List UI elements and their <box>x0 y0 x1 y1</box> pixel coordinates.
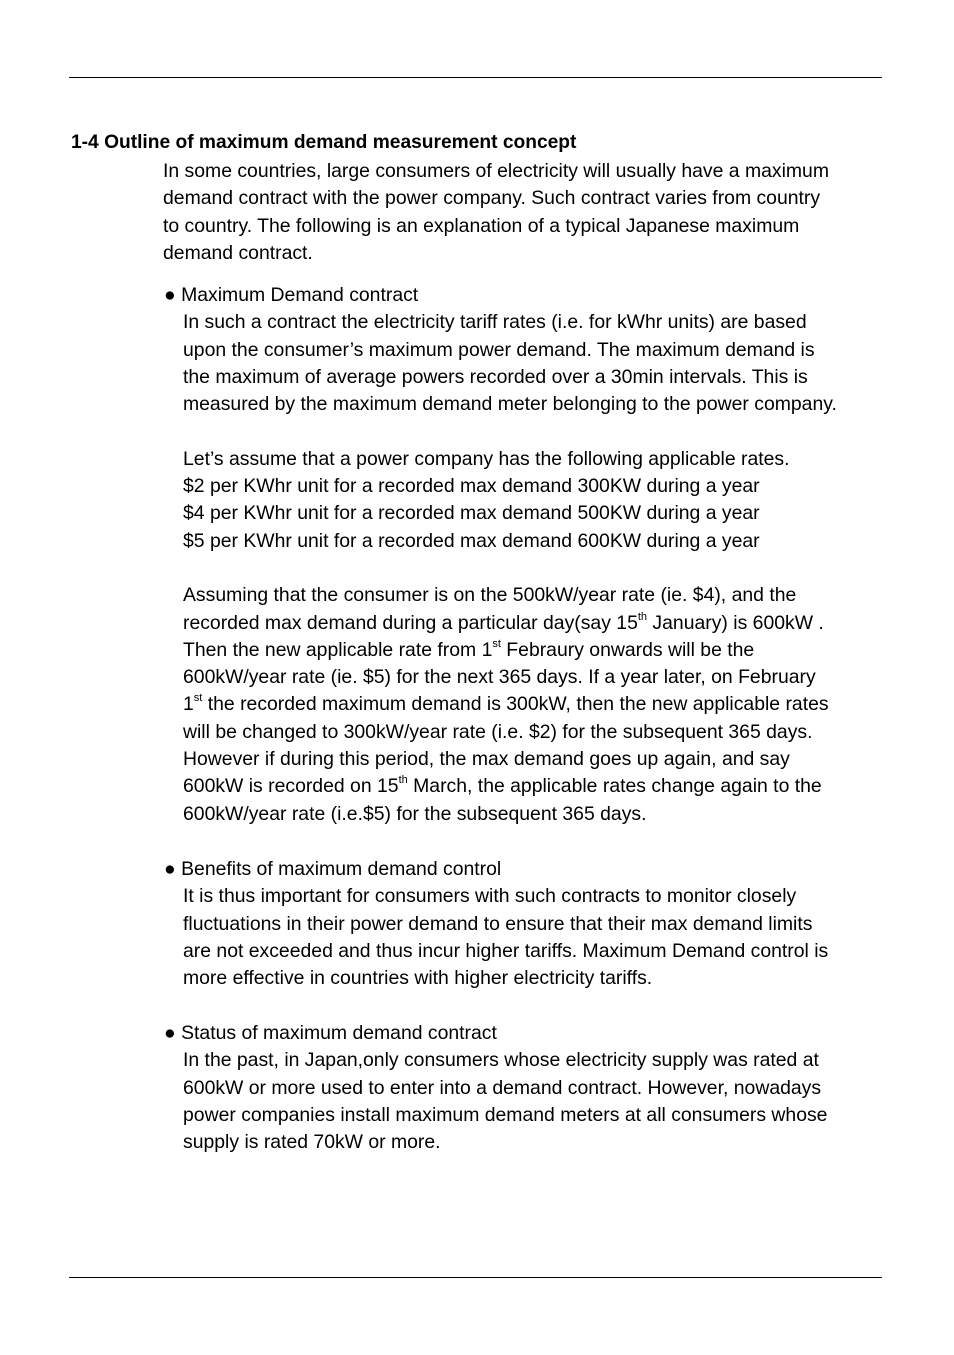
example-text: the recorded maximum demand is 300kW, then the new applicable rates <box>202 693 829 716</box>
example-text: recorded max demand during a particular day(say 15 <box>183 611 638 634</box>
benefits-line: fluctuations in their power demand to ensure that their max demand limits <box>183 912 813 935</box>
footer-rule <box>69 1277 882 1278</box>
contract-section <box>164 282 904 828</box>
ordinal-suffix: st <box>193 692 203 705</box>
contract-body <box>183 309 904 828</box>
benefits-title: Benefits of maximum demand control <box>181 858 502 880</box>
status-line: In the past, in Japan,only consumers whose electricity supply was rated at <box>183 1049 819 1072</box>
status-body <box>183 1047 904 1156</box>
bullet-icon: ● <box>164 284 176 306</box>
intro-line: demand contract. <box>163 241 313 264</box>
example-line <box>183 773 904 800</box>
rates-line: $4 per KWhr unit for a recorded max demand 500KW during a year <box>183 502 760 525</box>
example-text: January) is 600kW . <box>647 611 824 634</box>
example-line: 600kW/year rate (ie. $5) for the next 365 days. If a year later, on February <box>183 666 816 689</box>
contract-title: Maximum Demand contract <box>181 284 419 306</box>
ordinal-suffix: th <box>637 610 648 623</box>
ordinal-suffix: th <box>398 774 408 787</box>
example-line: However if during this period, the max demand goes up again, and say <box>183 748 790 771</box>
bullet-icon: ● <box>164 1022 176 1044</box>
example-text: Febraury onwards will be the <box>500 638 755 661</box>
example-line <box>183 691 904 718</box>
status-line: supply is rated 70kW or more. <box>183 1131 441 1154</box>
example-line: 600kW/year rate (i.e.$5) for the subsequent 365 days. <box>183 802 647 825</box>
benefits-body <box>183 883 904 992</box>
rates-line: $2 per KWhr unit for a recorded max demand 300KW during a year <box>183 475 760 498</box>
intro-line: to country. The following is an explanation of a typical Japanese maximum <box>163 214 800 237</box>
benefits-section <box>164 856 904 992</box>
contract-bullet-title <box>164 282 904 309</box>
contract-line: In such a contract the electricity tariff rates (i.e. for kWhr units) are based <box>183 311 807 334</box>
example-line: will be changed to 300kW/year rate (i.e. $2) for the subsequent 365 days. <box>183 720 813 743</box>
example-text: 600kW is recorded on 15 <box>183 775 399 798</box>
rates-line: Let’s assume that a power company has the following applicable rates. <box>183 447 790 470</box>
ordinal-suffix: st <box>492 637 501 650</box>
status-section <box>164 1020 904 1156</box>
example-text: March, the applicable rates change again to the <box>407 775 822 798</box>
example-line: Assuming that the consumer is on the 500kW/year rate (ie. $4), and the <box>183 584 797 607</box>
benefits-line: It is thus important for consumers with such contracts to monitor closely <box>183 885 797 908</box>
contract-line: upon the consumer’s maximum power demand. The maximum demand is <box>183 338 815 361</box>
status-title: Status of maximum demand contract <box>181 1022 497 1044</box>
status-line: 600kW or more used to enter into a demand contract. However, nowadays <box>183 1076 822 1099</box>
intro-paragraph <box>163 158 903 267</box>
section-heading: 1-4 Outline of maximum demand measurement concept <box>71 132 577 153</box>
rates-line: $5 per KWhr unit for a recorded max demand 600KW during a year <box>183 529 760 552</box>
status-line: power companies install maximum demand meters at all consumers whose <box>183 1103 828 1126</box>
status-bullet-title <box>164 1020 904 1047</box>
header-rule <box>69 77 882 78</box>
bullet-icon: ● <box>164 858 176 880</box>
intro-line: demand contract with the power company. Such contract varies from country <box>163 187 821 210</box>
benefits-line: are not exceeded and thus incur higher tariffs. Maximum Demand control is <box>183 939 829 962</box>
example-line <box>183 637 904 664</box>
example-text: Then the new applicable rate from 1 <box>183 638 493 661</box>
intro-line: In some countries, large consumers of electricity will usually have a maximum <box>163 160 829 182</box>
contract-line: measured by the maximum demand meter belonging to the power company. <box>183 393 837 416</box>
example-line <box>183 610 904 637</box>
contract-line: the maximum of average powers recorded over a 30min intervals. This is <box>183 365 808 388</box>
benefits-line: more effective in countries with higher electricity tariffs. <box>183 967 653 990</box>
example-text: 1 <box>183 693 194 716</box>
benefits-bullet-title <box>164 856 904 883</box>
